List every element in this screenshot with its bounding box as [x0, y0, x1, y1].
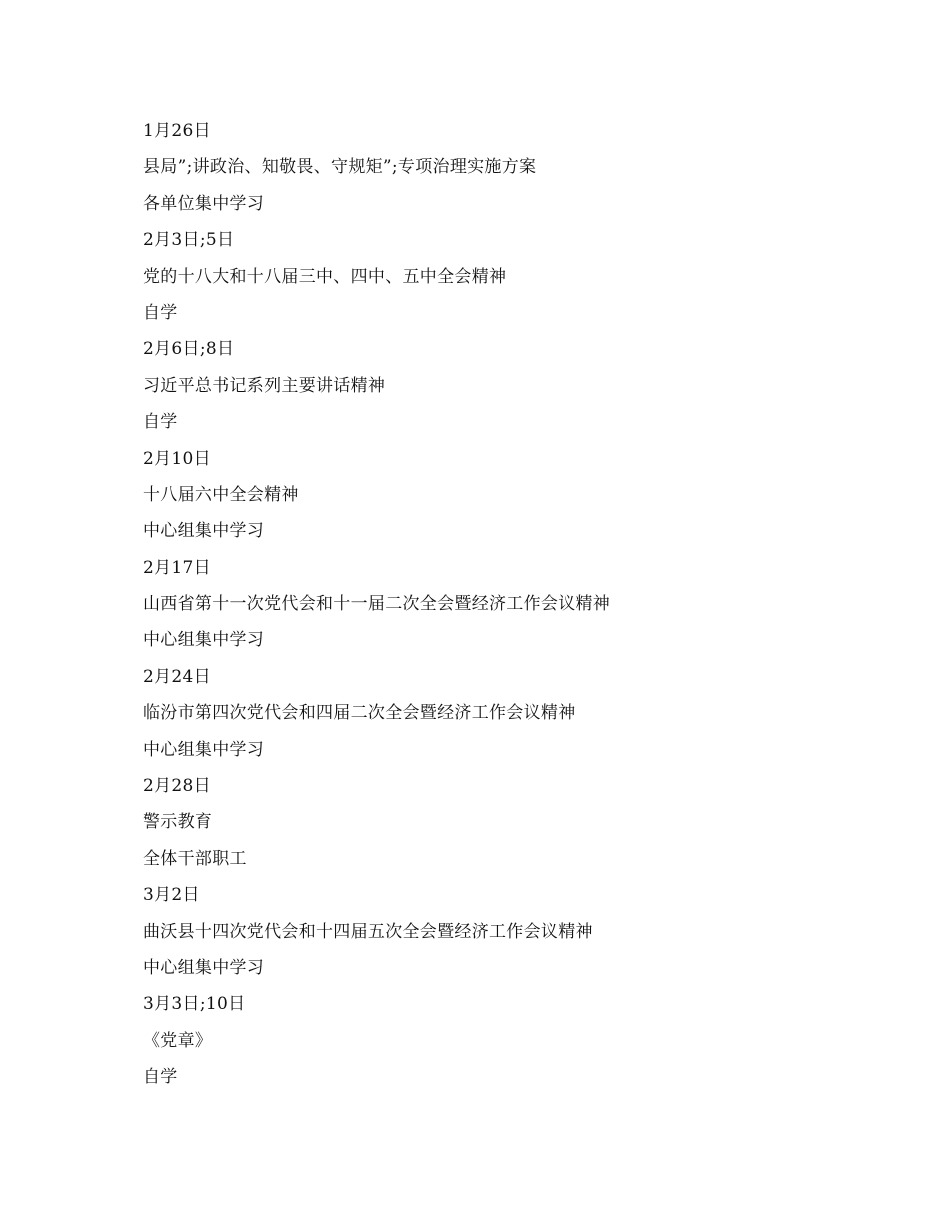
date-line: 2月6日;8日	[143, 339, 235, 360]
mode-line: 自学	[143, 302, 178, 323]
topic-line: 党的十八大和十八届三中、四中、五中全会精神	[143, 266, 507, 287]
document-body	[143, 117, 863, 1100]
date-line: 2月10日	[143, 448, 211, 469]
mode-line: 各单位集中学习	[143, 193, 265, 214]
mode-line: 中心组集中学习	[143, 957, 265, 978]
date-line: 3月3日;10日	[143, 994, 246, 1015]
mode-line: 自学	[143, 1067, 178, 1088]
mode-line: 中心组集中学习	[143, 739, 265, 760]
mode-line: 中心组集中学习	[143, 521, 265, 542]
topic-line: 临汾市第四次党代会和四届二次全会暨经济工作会议精神	[143, 703, 576, 724]
topic-line: 山西省第十一次党代会和十一届二次全会暨经济工作会议精神	[143, 594, 611, 615]
topic-line: 县局”;讲政治、知敬畏、守规矩”;专项治理实施方案	[143, 157, 537, 178]
topic-line: 警示教育	[143, 812, 213, 833]
mode-line: 中心组集中学习	[143, 630, 265, 651]
date-line: 2月17日	[143, 557, 211, 578]
mode-line: 自学	[143, 412, 178, 433]
date-line: 2月3日;5日	[143, 230, 235, 251]
date-line: 1月26日	[143, 121, 211, 141]
topic-line: 《党章》	[143, 1030, 213, 1051]
date-line: 2月28日	[143, 776, 211, 797]
mode-line: 全体干部职工	[143, 848, 247, 869]
date-line: 3月2日	[143, 885, 200, 906]
topic-line: 曲沃县十四次党代会和十四届五次全会暨经济工作会议精神	[143, 921, 593, 942]
topic-line: 习近平总书记系列主要讲话精神	[143, 375, 386, 396]
date-line: 2月24日	[143, 666, 211, 687]
topic-line: 十八届六中全会精神	[143, 484, 299, 505]
